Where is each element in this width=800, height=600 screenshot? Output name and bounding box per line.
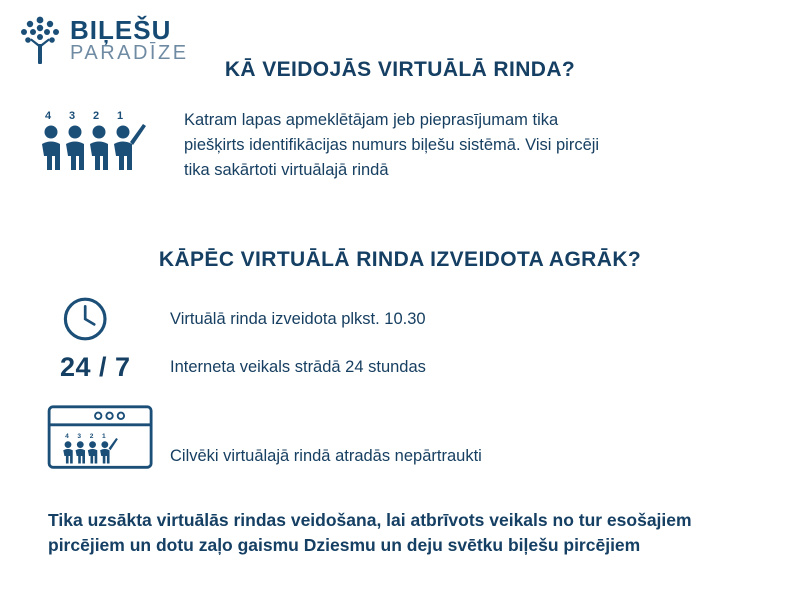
24-7-label [60,352,170,383]
info-block-shop-hours [60,352,760,383]
svg-text:3: 3 [69,110,76,122]
svg-text:2: 2 [89,433,94,440]
svg-text:4: 4 [45,110,52,122]
queue-people-numbered-icon [40,108,170,188]
section-heading-second: KĀPĒC VIRTUĀLĀ RINDA IZVEIDOTA AGRĀK? [158,248,642,271]
info-block-continuous-queue [46,404,766,472]
section-heading-first: KĀ VEIDOJĀS VIRTUĀLĀ RINDA? [224,58,576,81]
svg-text:1: 1 [102,433,106,440]
info-block-queue-time-text: Virtuālā rinda izveidota plkst. 10.30 [170,309,426,328]
brand-logo-text [70,17,189,63]
24-7-text: 24 / 7 [60,352,131,382]
info-block-shop-hours-text: Interneta veikals strādā 24 stundas [170,358,426,377]
summary-statement: Tika uzsākta virtuālās rindas veidošana, lai atbrīvots veikals no tur esošajiem pircējiem un dotu zaļo gaismu Dziesmu un deju svētku biļešu pircējiem [48,510,692,556]
svg-text:1: 1 [117,110,124,122]
browser-window-queue-icon [46,404,170,472]
info-block-queue-creation-text: Katram lapas apmeklētājam jeb pieprasījumam tika piešķirts identifikācijas numurs biļešu sistēmā. Visi pircēji tika sakārtoti virtuālajā rindā [184,111,600,179]
info-block-queue-creation [40,108,760,188]
info-block-continuous-queue-text: Cilvēki virtuālajā rindā atradās nepārtraukti [170,446,482,465]
svg-text:3: 3 [77,433,82,440]
svg-text:4: 4 [65,433,69,440]
brand-name-line1: BIĻEŠU [70,15,172,45]
clock-icon [60,292,170,346]
brand-name-line2: PARADĪZE [70,42,189,64]
svg-text:2: 2 [93,110,100,122]
info-block-queue-time [60,292,760,346]
